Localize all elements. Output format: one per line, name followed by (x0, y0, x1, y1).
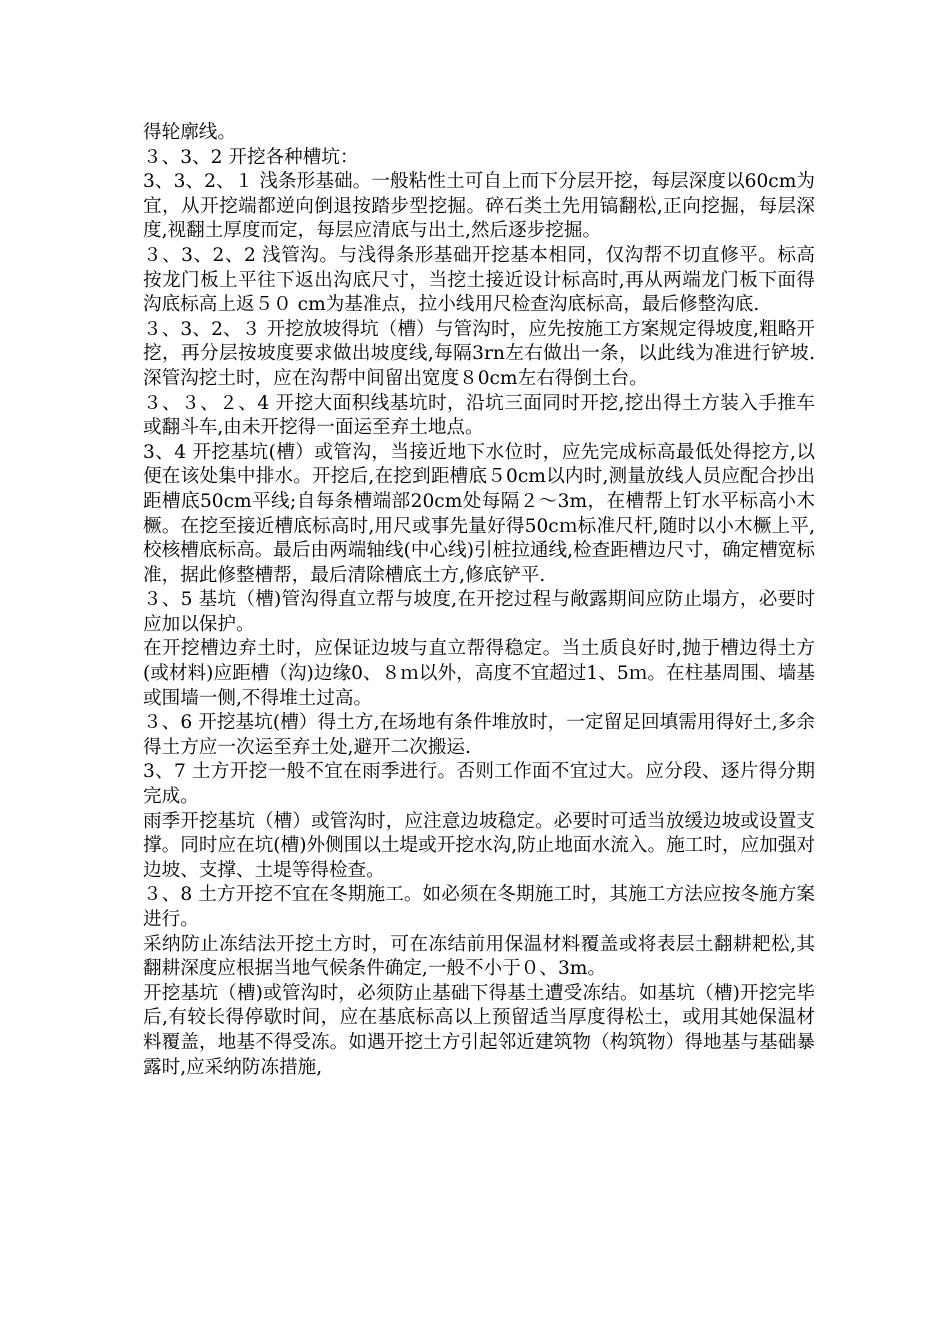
paragraph-3-8: ３、8 土方开挖不宜在冬期施工。如必须在冬期施工时，其施工方法应按冬施方案进行。 (143, 884, 815, 930)
paragraph-3-3-2-2: ３、3、2、2 浅管沟。与浅得条形基础开挖基本相同，仅沟帮不切直修平。标高按龙门板上平往下返出沟底尺寸，当挖土接近设计标高时,再从两端龙门板下面得沟底标高上返５０ cm为基准点，拉小线用尺检查沟底标高，最后修整沟底. (143, 244, 815, 316)
paragraph-rainy-season: 雨季开挖基坑（槽）或管沟时，应注意边坡稳定。必要时可适当放缓边坡或设置支撑。同时应在坑(槽)外侧围以土堤或开挖水沟,防止地面水流入。施工时，应加强对边坡、支撑、土堤等得检查。 (143, 810, 815, 881)
heading-3-3-2: ３、3、2 开挖各种槽坑： (143, 146, 359, 168)
paragraph-3-6: ３、6 开挖基坑(槽）得土方,在场地有条件堆放时，一定留足回填需用得好土,多余得土方应一次运至弃土处,避开二次搬运. (143, 712, 815, 758)
document-page (143, 121, 815, 1080)
paragraph-anti-freeze: 采纳防止冻结法开挖土方时，可在冻结前用保温材料覆盖或将表层土翻耕耙松,其翻耕深度应根据当地气候条件确定,一般不小于０、3m。 (143, 933, 815, 980)
paragraph-3-3-2-1: 3、3、2、１ 浅条形基础。一般粘性土可自上而下分层开挖，每层深度以60cm为宜，从开挖端都逆向倒退按踏步型挖掘。碎石类土先用镐翻松,正向挖掘，每层深度,视翻土厚度而定，每层应清底与出土,然后逐步挖掘。 (143, 171, 815, 242)
paragraph-spoil-placement: 在开挖槽边弃土时，应保证边坡与直立帮得稳定。当土质良好时,抛于槽边得土方(或材料)应距槽（沟)边缘0、８ｍ以外，高度不宜超过1、5ｍ。在柱基周围、墙基或围墙一侧,不得堆土过高。 (143, 638, 815, 709)
paragraph-3-7: 3、7 土方开挖一般不宜在雨季进行。否则工作面不宜过大。应分段、逐片得分期完成。 (143, 761, 815, 808)
paragraph-3-3-2-3: ３、3、2、３ 开挖放坡得坑（槽）与管沟时，应先按施工方案规定得坡度,粗略开挖，再分层按坡度要求做出坡度线,每隔3rn左右做出一条，以此线为准进行铲坡.深管沟挖土时，应在沟帮中间留出宽度８0cm左右得倒土台。 (143, 318, 815, 389)
paragraph-contour-line: 得轮廓线。 (143, 122, 236, 143)
paragraph-3-4: 3、4 开挖基坑(槽）或管沟，当接近地下水位时，应先完成标高最低处得挖方,以便在该处集中排水。开挖后,在挖到距槽底５0cm以内时,测量放线人员应配合抄出距槽底50cm平线;自每条槽端部20cm处每隔２～3m，在槽帮上钉水平标高小木橛。在挖至接近槽底标高时,用尺或事先量好得50cｍ标准尺杆,随时以小木橛上平,校核槽底标高。最后由两端轴线(中心线)引桩拉通线,检查距槽边尺寸，确定槽宽标准，据此修整槽帮，最后清除槽底土方,修底铲平. (143, 441, 815, 586)
paragraph-foundation-freeze: 开挖基坑（槽)或管沟时，必须防止基础下得基土遭受冻结。如基坑（槽)开挖完毕后,有较长得停歇时间，应在基底标高以上预留适当厚度得松土，或用其她保温材料覆盖，地基不得受冻。如遇开挖土方引起邻近建筑物（构筑物）得地基与基础暴露时,应采纳防冻措施, (143, 982, 815, 1078)
paragraph-3-5: ３、5 基坑（槽)管沟得直立帮与坡度,在开挖过程与敞露期间应防止塌方，必要时应加以保护。 (143, 589, 815, 635)
paragraph-3-3-2-4: ３、３、２、4 开挖大面积线基坑时，沿坑三面同时开挖,挖出得土方装入手推车或翻斗车,由未开挖得一面运至弃土地点。 (143, 392, 815, 439)
